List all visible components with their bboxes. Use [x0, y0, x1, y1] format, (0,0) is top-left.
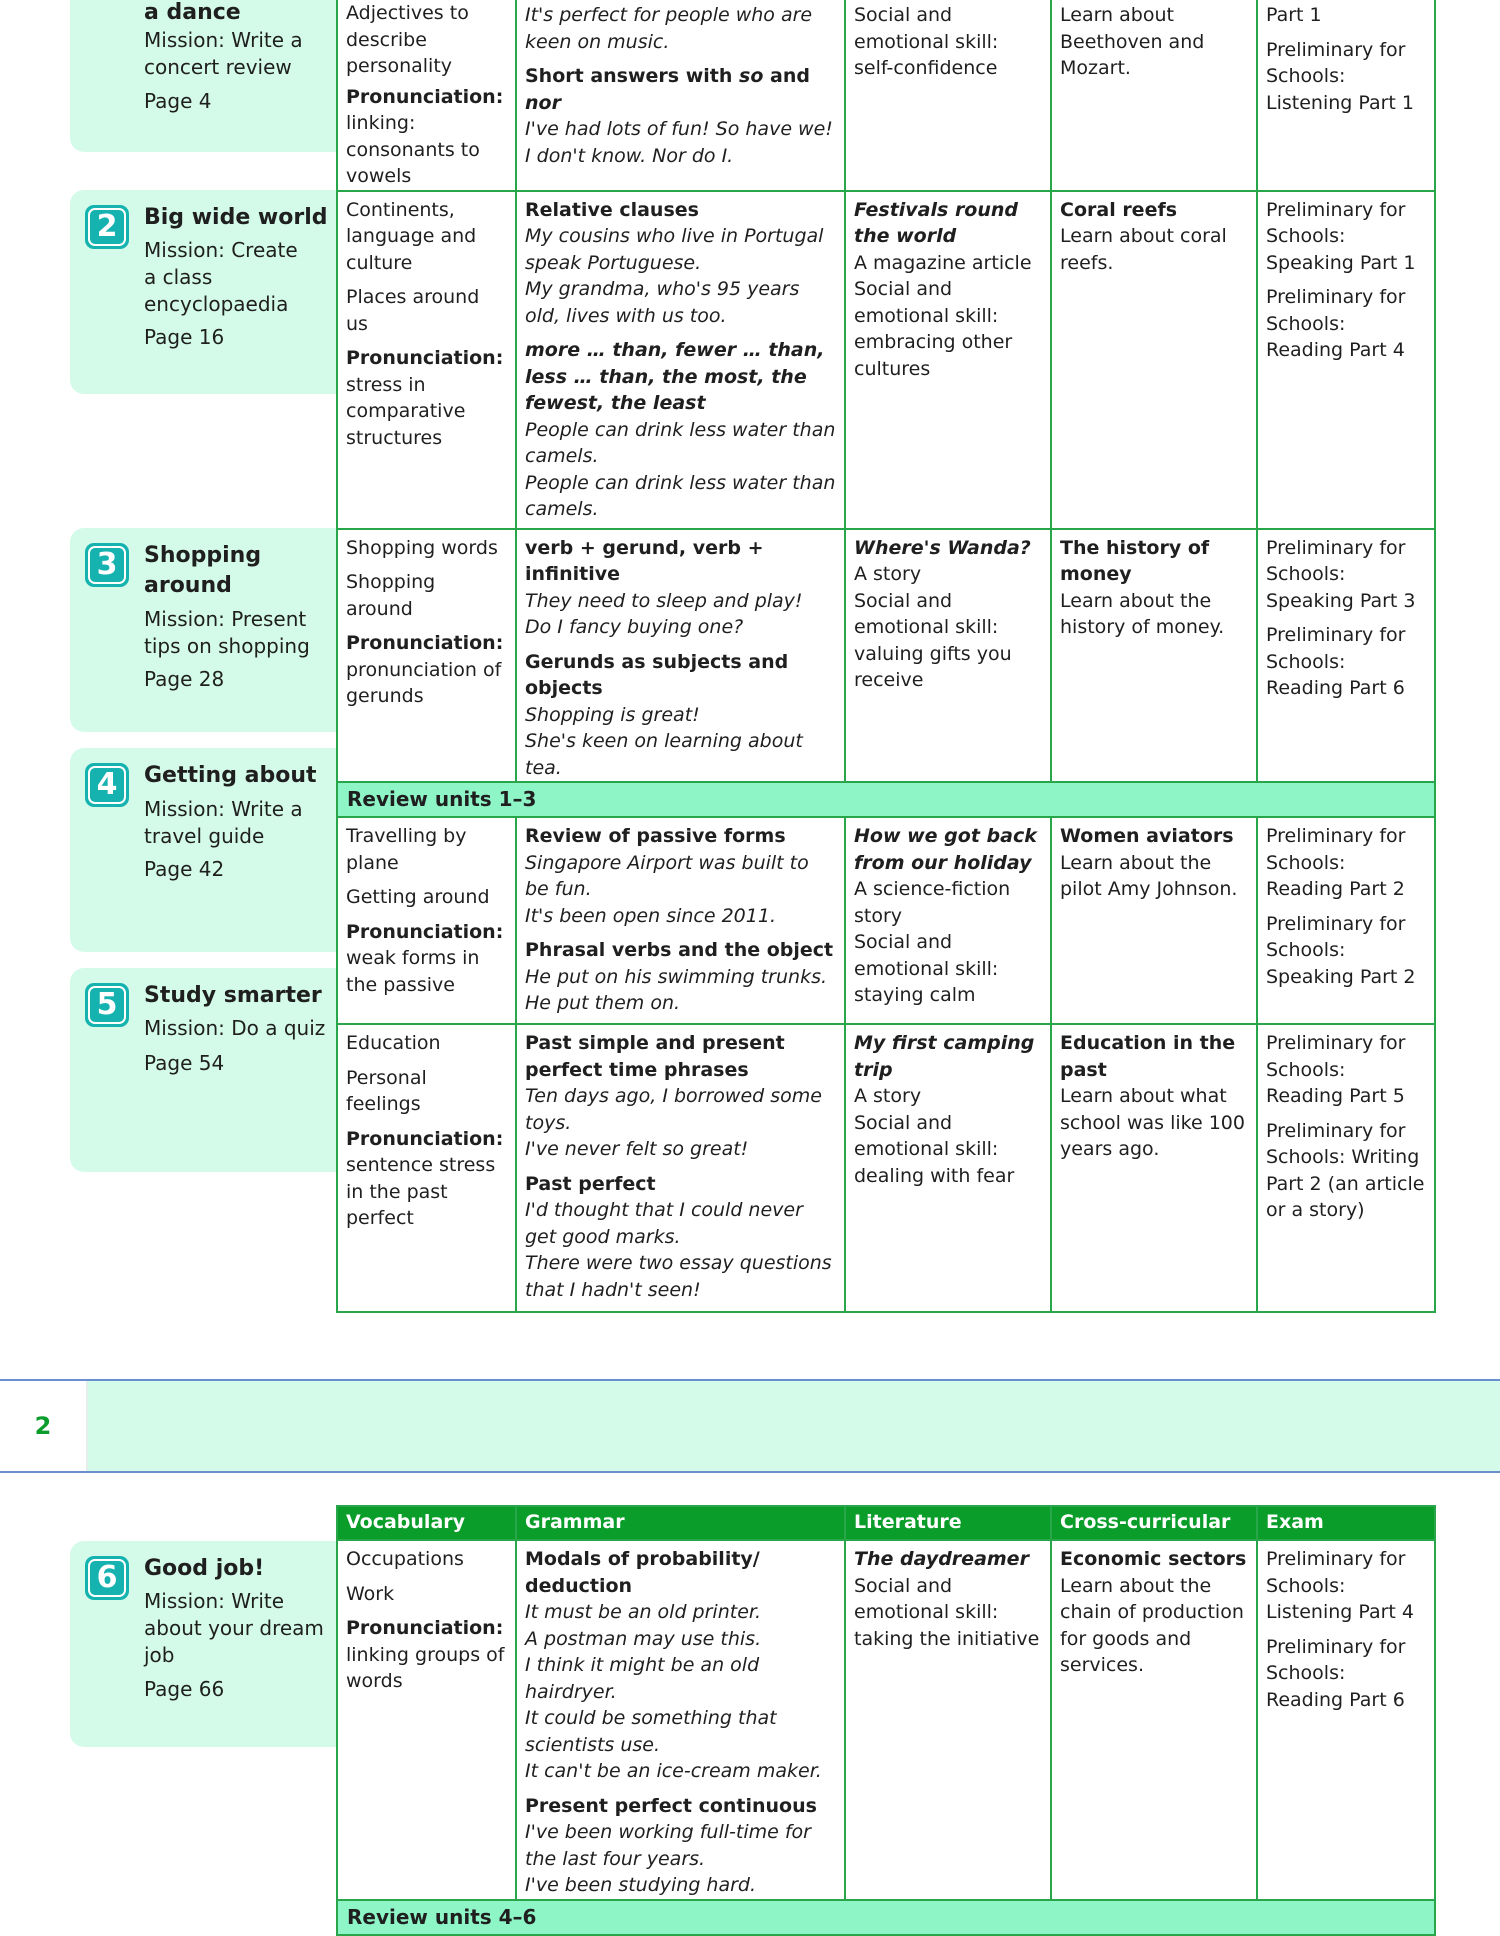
text-line: Pronunciation: [346, 1127, 504, 1150]
text-line: sentence stress in the past perfect [346, 1154, 496, 1229]
unit-tab-5 [70, 968, 336, 1172]
exam-cell [1257, 529, 1435, 783]
vocabulary-cell [337, 1540, 516, 1900]
text-line: He put on his swimming trunks. [525, 965, 828, 988]
literature-cell [845, 0, 1051, 191]
text-line: I don't know. Nor do I. [525, 144, 734, 167]
unit-number-badge: 5 [85, 983, 129, 1027]
text-line: Learn about the chain of production for goods and services. [1060, 1574, 1244, 1676]
exam-cell [1257, 817, 1435, 1024]
text-line: I've never felt so great! [525, 1138, 749, 1160]
text-line: Review of passive forms [525, 825, 786, 847]
text-line: Pronunciation: [346, 347, 504, 369]
vocabulary-cell [337, 817, 516, 1024]
text-line: Relative clauses [525, 198, 699, 221]
cross-curricular-cell [1051, 817, 1257, 1024]
table-row [337, 817, 1435, 1024]
vocabulary-cell [337, 1024, 516, 1312]
cross-curricular-cell [1051, 529, 1257, 783]
text-line: Social and emotional skill: taking the initiative [854, 1574, 1040, 1650]
table-row [337, 0, 1435, 191]
text-line: Present perfect continuous [525, 1794, 817, 1817]
literature-cell [845, 529, 1051, 783]
text-line: Work [346, 1582, 395, 1605]
exam-cell [1257, 191, 1435, 529]
page-footer [0, 1379, 1500, 1473]
text-line: verb + gerund, verb + infinitive [525, 536, 764, 585]
text-line: I've had lots of fun! So have we! [525, 118, 833, 140]
text-line: I've been working full-time for the last four years. [525, 1821, 811, 1870]
text-line: People can drink less water than camels. [525, 471, 836, 520]
text-line: She's keen on learning about tea. [525, 730, 803, 779]
syllabus-table-top [336, 0, 1436, 1313]
text-line: stress in comparative structures [346, 373, 466, 449]
text-line: Shopping is great! [525, 703, 700, 726]
unit-title: Big wide world [144, 205, 328, 230]
unit-mission: Mission: Write a travel guide [144, 797, 303, 848]
table-row [337, 1540, 1435, 1900]
text-line: linking groups of words [346, 1643, 505, 1692]
unit-title: Study smarter [144, 983, 322, 1008]
text-line: Learn about Beethoven and Mozart. [1060, 4, 1205, 79]
grammar-cell [516, 1540, 845, 1900]
text-line: Economic sectors [1060, 1548, 1247, 1570]
unit-mission: Mission: Present tips on shopping [144, 607, 310, 658]
column-header-vocabulary: Vocabulary [337, 1506, 516, 1540]
text-line: A story [854, 563, 922, 585]
grammar-cell [516, 529, 845, 783]
text-line: I think it might be an old hairdryer. [525, 1654, 760, 1703]
text-line: Phrasal verbs and the object [525, 939, 834, 961]
table-row [337, 191, 1435, 529]
column-header-exam: Exam [1257, 1506, 1435, 1540]
review-units-1-3: Review units 1–3 [337, 782, 1435, 817]
text-line: There were two essay questions that I hadn't seen! [525, 1252, 832, 1301]
unit-number-badge: 4 [85, 763, 129, 807]
text-line: My cousins who live in Portugal speak Portuguese. [525, 225, 824, 274]
text-line: My first camping trip [854, 1032, 1035, 1081]
text-line: so [739, 65, 764, 87]
syllabus-table-bottom [336, 1505, 1436, 1936]
text-line: Education in the past [1060, 1032, 1236, 1081]
text-line: Preliminary for Schools: Speaking Part 3 [1266, 536, 1416, 612]
text-line: Preliminary for Schools: Writing Part 2 (an article or a story) [1266, 1119, 1425, 1221]
vocabulary-cell [337, 191, 516, 529]
exam-cell [1257, 1540, 1435, 1900]
text-line: Getting around [346, 886, 490, 908]
unit-tab-2 [70, 190, 336, 394]
literature-cell [845, 1540, 1051, 1900]
text-line: Preliminary for Schools: Reading Part 6 [1266, 624, 1406, 699]
unit-title: a dance [144, 0, 241, 25]
text-line: Social and emotional skill: staying calm [854, 931, 999, 1006]
text-line: Women aviators [1060, 825, 1234, 847]
unit-mission: Mission: Write about your dream job [144, 1589, 324, 1667]
exam-cell [1257, 0, 1435, 191]
column-header-literature: Literature [845, 1506, 1051, 1540]
unit-page: Page 66 [144, 1677, 225, 1701]
unit-number-badge: 6 [85, 1556, 129, 1600]
column-header-grammar: Grammar [516, 1506, 845, 1540]
literature-cell [845, 1024, 1051, 1312]
text-line: Pronunciation: [346, 632, 504, 654]
text-line: Singapore Airport was built to be fun. [525, 851, 809, 900]
grammar-cell [516, 817, 845, 1024]
text-line: Modals of probability/ deduction [525, 1548, 760, 1597]
unit-page: Page 16 [144, 325, 225, 349]
text-line: A magazine article [854, 251, 1032, 274]
text-line: Ten days ago, I borrowed some toys. [525, 1085, 822, 1134]
text-line: I've been studying hard. [525, 1874, 757, 1896]
unit-tab-4 [70, 748, 336, 952]
text-line: A science-fiction story [854, 878, 1011, 927]
text-line: Gerunds as subjects and objects [525, 650, 789, 699]
text-line: It can't be an ice-cream maker. [525, 1760, 822, 1782]
text-line: Travelling by plane [346, 825, 467, 874]
text-line: Short answers with [525, 65, 740, 87]
text-line: weak forms in the passive [346, 947, 480, 996]
unit-mission: Mission: Create a class encyclopaedia [144, 238, 298, 316]
text-line: Learn about what school was like 100 years ago. [1060, 1085, 1245, 1160]
text-line: I'd thought that I could never get good marks. [525, 1199, 803, 1248]
unit-tab-3 [70, 528, 336, 732]
text-line: Places around us [346, 286, 480, 335]
table-header-row [337, 1506, 1435, 1540]
text-line: Personal feelings [346, 1066, 427, 1115]
text-line: Shopping around [346, 571, 436, 620]
text-line: People can drink less water than camels. [525, 418, 836, 467]
text-line: Preliminary for Schools: Reading Part 2 [1266, 825, 1406, 900]
text-line: Pronunciation: [346, 920, 504, 943]
text-line: It's perfect for people who are keen on music. [525, 4, 813, 53]
unit-page: Page 54 [144, 1051, 225, 1075]
table-row [337, 529, 1435, 783]
text-line: Social and emotional skill: embracing other cultures [854, 278, 1013, 380]
text-line: Shopping words [346, 536, 498, 559]
unit-title: Shopping around [144, 543, 262, 598]
text-line: He put them on. [525, 992, 681, 1014]
text-line: It could be something that scientists use. [525, 1707, 777, 1756]
grammar-cell [516, 191, 845, 529]
text-line: linking: consonants to vowels [346, 112, 480, 187]
text-line: It must be an old printer. [525, 1601, 761, 1623]
text-line: The daydreamer [854, 1548, 1029, 1570]
text-line: Festivals round the world [854, 198, 1019, 247]
cross-curricular-cell [1051, 1540, 1257, 1900]
literature-cell [845, 191, 1051, 529]
cross-curricular-cell [1051, 1024, 1257, 1312]
text-line: Preliminary for Schools: Speaking Part 2 [1266, 912, 1416, 988]
text-line: A story [854, 1085, 922, 1107]
unit-page: Page 4 [144, 89, 212, 113]
text-line: pronunciation of gerunds [346, 658, 502, 707]
text-line: How we got back from our holiday [854, 825, 1037, 874]
unit-page: Page 28 [144, 667, 225, 691]
text-line: It's been open since 2011. [525, 904, 776, 927]
text-line: Continents, language and culture [346, 198, 477, 274]
vocabulary-cell [337, 529, 516, 783]
text-line: Preliminary for Schools: Speaking Part 1 [1266, 198, 1416, 274]
text-line: Preliminary for Schools: Reading Part 4 [1266, 286, 1406, 361]
text-line: more … than, fewer … than, less … than, the most, the fewest, the least [525, 339, 825, 414]
unit-mission: Mission: Do a quiz [144, 1016, 326, 1040]
unit-page: Page 42 [144, 857, 225, 881]
text-line: Coral reefs [1060, 198, 1178, 221]
grammar-cell [516, 1024, 845, 1312]
unit-title: Good job! [144, 1556, 265, 1581]
column-header-cross-curricular: Cross-curricular [1051, 1506, 1257, 1540]
text-line: Pronunciation: [346, 1617, 504, 1639]
text-line: Preliminary for Schools: Reading Part 5 [1266, 1032, 1406, 1107]
cross-curricular-cell [1051, 0, 1257, 191]
exam-cell [1257, 1024, 1435, 1312]
table-row [337, 1024, 1435, 1312]
unit-number-badge: 2 [85, 205, 129, 249]
text-line: A postman may use this. [525, 1627, 762, 1650]
unit-number-badge: 3 [85, 543, 129, 587]
unit-tab-1 [70, 0, 336, 152]
text-line: Preliminary for Schools: Listening Part 4 [1266, 1548, 1415, 1623]
cross-curricular-cell [1051, 191, 1257, 529]
text-line: Education [346, 1032, 441, 1054]
text-line: Social and emotional skill: self-confidence [854, 4, 999, 79]
text-line: Do I fancy buying one? [525, 616, 744, 638]
text-line: nor [525, 91, 561, 114]
review-row [337, 1900, 1435, 1935]
unit-mission: Mission: Write a concert review [144, 28, 303, 79]
text-line: Occupations [346, 1548, 464, 1570]
text-line: The history of money [1060, 536, 1210, 585]
vocabulary-cell [337, 0, 516, 191]
text-line: Where's Wanda? [854, 536, 1031, 559]
text-line: Learn about the history of money. [1060, 589, 1225, 638]
literature-cell [845, 817, 1051, 1024]
text-line: Social and emotional skill: dealing with fear [854, 1111, 1015, 1187]
text-line: Past perfect [525, 1172, 656, 1195]
text-line: Preliminary for Schools: Reading Part 6 [1266, 1635, 1406, 1711]
text-line: Pronunciation: [346, 85, 504, 108]
text-line: Part 1 [1266, 4, 1322, 26]
text-line: Preliminary for Schools: Listening Part 1 [1266, 38, 1415, 114]
text-line: Learn about the pilot Amy Johnson. [1060, 851, 1238, 900]
unit-tab-6 [70, 1541, 336, 1747]
text-line: My grandma, who's 95 years old, lives with us too. [525, 278, 800, 327]
grammar-cell [516, 0, 845, 191]
text-line: Adjectives to describe personality [346, 2, 469, 77]
text-line: and [763, 65, 810, 87]
text-line: Social and emotional skill: valuing gifts you receive [854, 589, 1012, 691]
review-row [337, 782, 1435, 817]
text-line: They need to sleep and play! [525, 589, 803, 612]
review-units-4-6: Review units 4–6 [337, 1900, 1435, 1935]
page-number: 2 [0, 1381, 88, 1471]
unit-title: Getting about [144, 763, 317, 788]
text-line: Learn about coral reefs. [1060, 225, 1227, 274]
text-line: Past simple and present perfect time phrases [525, 1032, 785, 1081]
